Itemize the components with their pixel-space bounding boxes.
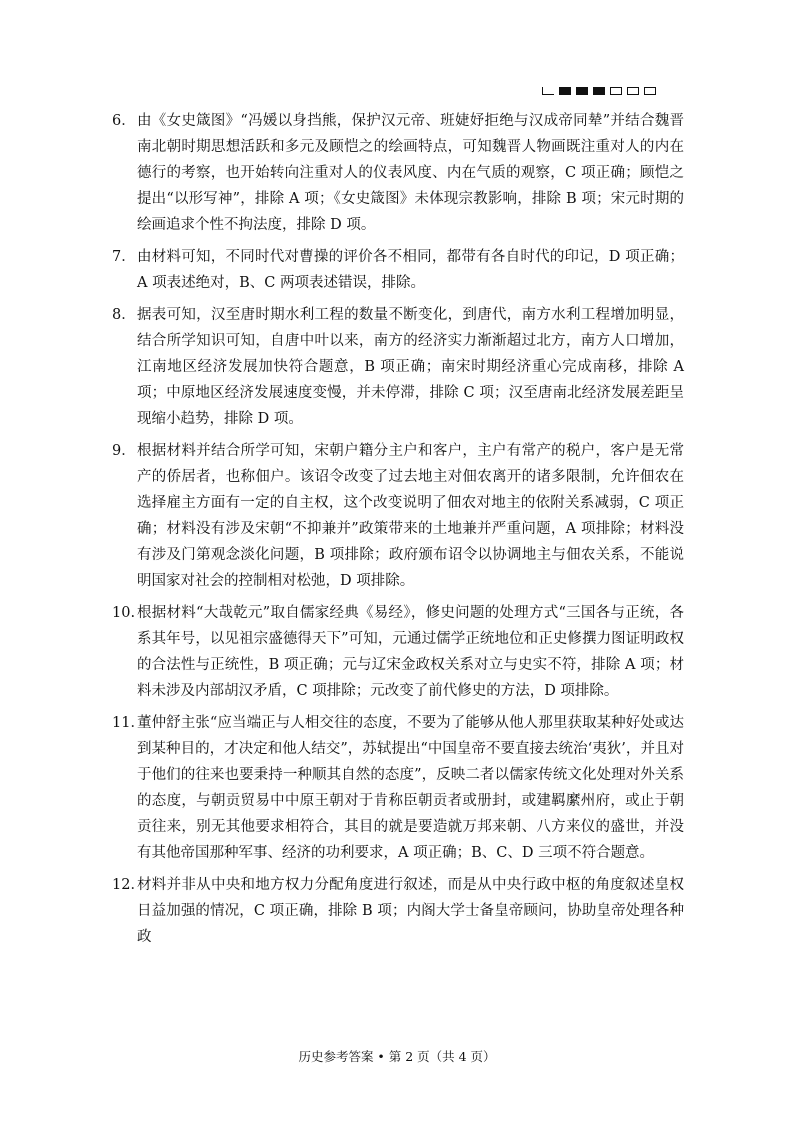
answer-number: 10. — [112, 605, 136, 621]
header-mark-4 — [610, 87, 622, 95]
answer-list — [112, 108, 684, 956]
answer-number: 6． — [112, 113, 136, 129]
header-mark-0 — [542, 87, 554, 95]
answer-text: 据表可知，汉至唐时期水利工程的数量不断变化，到唐代，南方水利工程增加明显，结合所学知识可知，自唐中叶以来，南方的经济实力渐渐超过北方，南方人口增加，江南地区经济发展加快符合题意，B 项正确；南宋时期经济重心完成南移，排除 A 项；中原地区经济发展速度变慢，并未停滞，排除 C 项；汉至唐南北经济发展差距呈现缩小趋势，排除 D 项。 — [137, 307, 684, 427]
header-mark-5 — [627, 87, 639, 95]
answer-item — [112, 244, 684, 296]
answer-text: 根据材料并结合所学可知，宋朝户籍分主户和客户，主户有常产的税户，客户是无常产的侨居者，也称佃户。该诏令改变了过去地主对佃农离开的诸多限制，允许佃农在选择雇主方面有一定的自主权，这个改变说明了佃农对地主的依附关系减弱，C 项正确；材料没有涉及宋朝“不抑兼并”政策带来的土地兼并严重问题，A 项排除；材料没有涉及门第观念淡化问题，B 项排除；政府颁布诏令以协调地主与佃农关系，不能说明国家对社会的控制相对松弛，D 项排除。 — [137, 443, 684, 589]
answer-item — [112, 438, 684, 594]
answer-item — [112, 108, 684, 238]
answer-text: 根据材料“大哉乾元”取自儒家经典《易经》，修史问题的处理方式“三国各与正统，各系其年号，以见祖宗盛德得天下”可知，元通过儒学正统地位和正史修撰力图证明政权的合法性与正统性，B 项正确；元与辽宋金政权关系对立与史实不符，排除 A 项；材料未涉及内部胡汉矛盾，C 项排除；元改变了前代修史的方法，D 项排除。 — [137, 605, 684, 699]
answer-number: 8． — [112, 307, 136, 323]
answer-text: 董仲舒主张“应当端正与人相交往的态度，不要为了能够从他人那里获取某种好处或达到某种目的，才决定和他人结交”，苏轼提出“中国皇帝不要直接去统治‘夷狄’，并且对于他们的往来也要秉持一种顺其自然的态度”，反映二者以儒家传统文化处理对外关系的态度，与朝贡贸易中中原王朝对于肯称臣朝贡者或册封，或建羁縻州府，或止于朝贡往来，别无其他要求相符合，其目的就是要造就万邦来朝、八方来仪的盛世，并没有其他帝国那种军事、经济的功利要求，A 项正确；B、C、D 三项不符合题意。 — [137, 715, 684, 861]
header-mark-2 — [576, 87, 588, 95]
answer-number: 7． — [112, 249, 136, 265]
header-mark-6 — [644, 87, 656, 95]
header-marks — [542, 87, 656, 95]
answer-number: 11． — [112, 715, 145, 731]
answer-text: 由《女史箴图》“冯媛以身挡熊，保护汉元帝、班婕妤拒绝与汉成帝同辇”并结合魏晋南北朝时期思想活跃和多元及顾恺之的绘画特点，可知魏晋人物画既注重对人的内在德行的考察，也开始转向注重对人的仪表风度、内在气质的观察，C 项正确；顾恺之提出“以形写神”，排除 A 项；《女史箴图》未体现宗教影响，排除 B 项；宋元时期的绘画追求个性不拘法度，排除 D 项。 — [137, 113, 684, 233]
answer-number: 9． — [112, 443, 136, 459]
answer-item — [112, 600, 684, 704]
answer-item — [112, 302, 684, 432]
answer-text: 材料并非从中央和地方权力分配角度进行叙述，而是从中央行政中枢的角度叙述皇权日益加强的情况，C 项正确，排除 B 项；内阁大学士备皇帝顾问，协助皇帝处理各种政 — [137, 877, 684, 945]
answer-number: 12． — [112, 877, 145, 893]
answer-text: 由材料可知，不同时代对曹操的评价各不相同，都带有各自时代的印记，D 项正确；A 项表述绝对，B、C 两项表述错误，排除。 — [137, 249, 684, 291]
answer-item — [112, 872, 684, 950]
page-footer: 历史参考答案 • 第 2 页（共 4 页） — [298, 1049, 496, 1064]
header-mark-3 — [593, 87, 605, 95]
header-mark-1 — [559, 87, 571, 95]
answer-item — [112, 710, 684, 866]
